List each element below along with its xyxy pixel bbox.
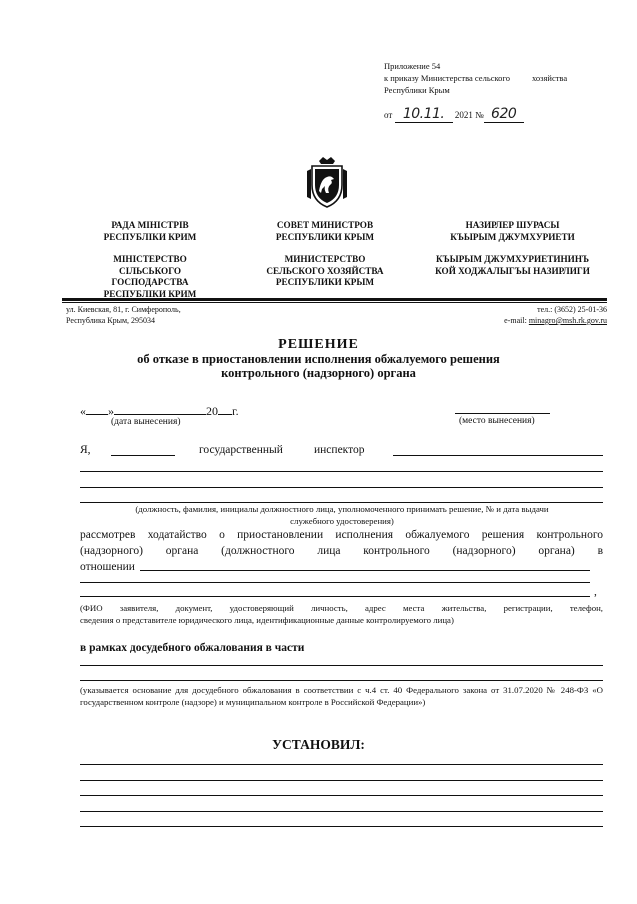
header-divider-thin (62, 302, 607, 303)
pretrial-line-1[interactable] (80, 665, 603, 666)
established-line-5[interactable] (80, 826, 603, 827)
basis-caption: (указывается основание для досудебного обжалования в соответствии с ч.4 ст. 40 Федерального закона от 31.07.2020 № 248-ФЗ «О государственном контроле (надзоре) и муниципальном контроле в Российской Федерации») (80, 685, 603, 707)
year-blank[interactable] (218, 404, 232, 415)
applicant-caption: (ФИО заявителя, документ, удостоверяющий личность, адрес места жительства, регистрации, телефон, сведения о представителе юридического лица, идентификационные данные контролируемого лица) (80, 603, 603, 625)
inspector-line-2[interactable] (80, 487, 603, 488)
established-line-1[interactable] (80, 764, 603, 765)
inspector-blank-1[interactable] (111, 455, 175, 456)
place-blank[interactable] (455, 413, 550, 414)
pretrial-label: в рамках досудебного обжалования в части (80, 642, 305, 654)
inspector-line-1[interactable] (80, 471, 603, 472)
appendix-line2a: к приказу Министерства сельского (384, 73, 510, 83)
established-line-4[interactable] (80, 811, 603, 812)
month-blank[interactable] (114, 404, 206, 415)
comma: , (594, 586, 597, 598)
header-crimean-tatar: НАЗИРЛЕР ШУРАСЫ КЪЫРЫМ ДЖУМХУРИЕТИ КЪЫРЫМ ДЖУМХУРИЕТИНИНЪ КОЙ ХОДЖАЛЫГЪЫ НАЗИРЛИГИ (435, 220, 590, 276)
appendix-line1: Приложение 54 (384, 61, 441, 71)
address: ул. Киевская, 81, г. Симферополь, Республика Крым, 295034 (66, 305, 181, 325)
handwritten-date: 10.11. (402, 106, 445, 122)
document-subtitle-2: контрольного (надзорного) органа (221, 366, 416, 380)
pretrial-line-2[interactable] (80, 680, 603, 681)
order-reference: от 10.11. 2021 № 620 (384, 106, 524, 123)
applicant-blank-1[interactable] (140, 570, 590, 571)
contacts: тел.: (3652) 25-01-36 e-mail: minagro@msh.rk.gov.ru (504, 305, 607, 325)
considered-paragraph: рассмотрев ходатайство о приостановлении исполнения обжалуемого решения контрольного (надзорного) органа (должностного лица контрольного (надзорного) органа) в отношении (80, 529, 603, 573)
established-heading: УСТАНОВИЛ: (272, 737, 365, 752)
place-caption: (место вынесения) (459, 416, 535, 426)
established-line-3[interactable] (80, 795, 603, 796)
applicant-blank-3[interactable] (80, 596, 590, 597)
header-russian: СОВЕТ МИНИСТРОВ РЕСПУБЛИКИ КРЫМ МИНИСТЕРСТВО СЕЛЬСКОГО ХОЗЯЙСТВА РЕСПУБЛИКИ КРЫМ (266, 220, 384, 287)
inspector-label: инспектор (314, 444, 365, 456)
appendix-block (384, 60, 624, 96)
handwritten-number: 620 (491, 106, 517, 122)
day-blank[interactable] (86, 404, 108, 415)
crimea-coat-of-arms-icon (303, 155, 351, 209)
appendix-line3: Республики Крым (384, 85, 450, 95)
header-ukrainian: РАДА МІНІСТРІВ РЕСПУБЛІКИ КРИМ МІНІСТЕРСТВО СІЛЬСЬКОГО ГОСПОДАРСТВА РЕСПУБЛІКИ КРИМ (103, 220, 197, 299)
ya-label: Я, (80, 444, 91, 456)
gos-label: государственный (199, 444, 283, 456)
email-link[interactable]: minagro@msh.rk.gov.ru (528, 316, 607, 325)
document-subtitle-1: об отказе в приостановлении исполнения обжалуемого решения (137, 352, 500, 366)
appendix-line2b: хозяйства (531, 73, 568, 83)
inspector-blank-2[interactable] (393, 455, 603, 456)
document-title: РЕШЕНИЕ (278, 337, 359, 352)
header-divider (62, 298, 607, 301)
position-caption: (должность, фамилия, инициалы должностного лица, уполномоченного принимать решение, № и дата выдачи служебного удостоверения) (135, 504, 549, 526)
applicant-blank-2[interactable] (80, 582, 590, 583)
date-field: « » 20 г. (80, 404, 239, 418)
established-line-2[interactable] (80, 780, 603, 781)
date-caption: (дата вынесения) (111, 417, 181, 427)
phone: тел.: (3652) 25-01-36 (537, 305, 607, 314)
